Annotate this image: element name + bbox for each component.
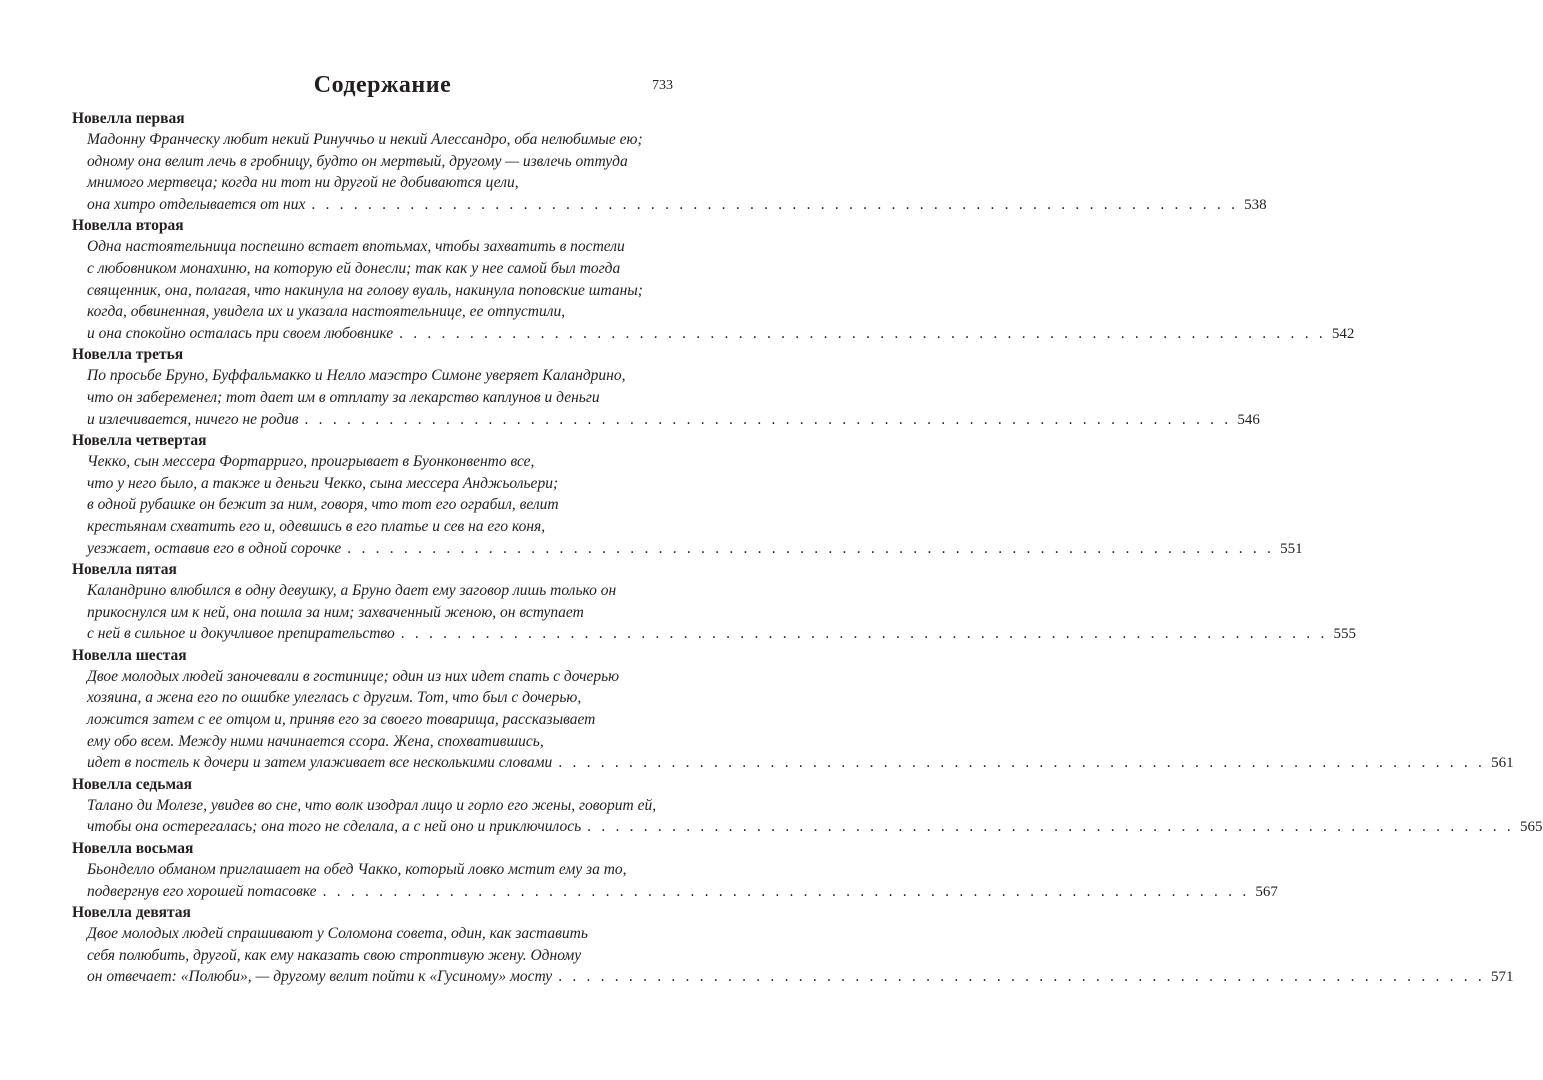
page-reference[interactable]: 555	[1333, 626, 1357, 643]
summary-line: По просьбе Бруно, Буффальмакко и Нелло маэстро Симоне уверяет Каландрино,	[87, 367, 626, 385]
page-title: Содержание	[313, 72, 452, 98]
toc-entry[interactable]	[72, 108, 1267, 215]
novella-summary	[72, 580, 1357, 645]
novella-summary	[72, 365, 1260, 430]
summary-line: одному она велит лечь в гробницу, будто он мертвый, другому — извлечь оттуда	[87, 152, 628, 170]
toc-entry[interactable]	[72, 430, 1303, 559]
dot-leader: . . . . . . . . . . . . . . . . . . . . . . . . . . . . . . . . . . . . . . . . . . . . . . . . . . . . . . . . . . . . . . . . . .	[399, 324, 1326, 342]
novella-title: Новелла вторая	[72, 217, 184, 235]
toc-entry[interactable]	[72, 215, 1355, 344]
summary-line: Мадонну Франческу любит некий Ринуччьо и некий Алессандро, оба нелюбимые ею;	[87, 131, 643, 148]
summary-line: что у него было, а также и деньги Чекко, сына мессера Анджьольери;	[87, 474, 559, 492]
summary-line: священник, она, полагая, что накинула на голову вуаль, накинула поповские штаны;	[87, 281, 643, 299]
summary-line: она хитро отделывается от них	[87, 195, 306, 213]
novella-summary	[72, 859, 1278, 902]
summary-line: мнимого мертвеца; когда ни тот ни другой не добиваются цели,	[87, 174, 519, 192]
summary-line: Талано ди Молезе, увидев во сне, что волк изодрал лицо и горло его жены, говорит ей,	[87, 796, 657, 814]
toc-entry[interactable]	[72, 774, 1543, 838]
page-reference[interactable]: 565	[1520, 819, 1543, 836]
page-number: 733	[652, 78, 673, 93]
novella-title: Новелла девятая	[72, 904, 191, 922]
novella-title: Новелла четвертая	[72, 432, 207, 450]
novella-title: Новелла шестая	[72, 646, 187, 664]
summary-last-line	[87, 752, 1514, 774]
summary-last-line	[87, 409, 1260, 431]
summary-last-line	[87, 323, 1355, 345]
summary-line: Двое молодых людей спрашивают у Соломона совета, один, как заставить	[87, 925, 588, 943]
summary-line: он отвечает: «Полюби», — другому велит пойти к «Гусиному» мосту	[87, 968, 553, 986]
novella-summary	[72, 236, 1355, 344]
dot-leader: . . . . . . . . . . . . . . . . . . . . . . . . . . . . . . . . . . . . . . . . . . . . . . . . . . . . . . . . . . . . . . . . . .	[587, 818, 1514, 836]
summary-line: ему обо всем. Между ними начинается ссора. Жена, спохватившись,	[87, 732, 544, 750]
novella-summary	[72, 129, 1267, 215]
summary-last-line	[87, 194, 1267, 216]
toc-entry[interactable]	[72, 559, 1357, 645]
page-reference[interactable]: 561	[1491, 755, 1514, 772]
summary-last-line	[87, 623, 1357, 645]
summary-line: что он забеременел; тот дает им в отплату за лекарство каплунов и деньги	[87, 388, 600, 406]
page-reference[interactable]: 546	[1237, 411, 1260, 428]
summary-line: когда, обвиненная, увидела их и указала настоятельнице, ее отпустили,	[87, 303, 566, 321]
summary-last-line	[87, 966, 1514, 988]
summary-line: с ней в сильное и докучливое препирательство	[87, 625, 395, 643]
summary-line: крестьянам схватить его и, одевшись в его платье и сев на его коня,	[87, 517, 546, 535]
summary-line: в одной рубашке он бежит за ним, говоря, что тот его ограбил, велит	[87, 496, 559, 514]
dot-leader: . . . . . . . . . . . . . . . . . . . . . . . . . . . . . . . . . . . . . . . . . . . . . . . . . . . . . . . . . . . . . . . . . .	[558, 754, 1486, 772]
summary-line: себя полюбить, другой, как ему наказать свою строптивую жену. Одному	[87, 946, 582, 964]
novella-title: Новелла третья	[72, 346, 184, 364]
dot-leader: . . . . . . . . . . . . . . . . . . . . . . . . . . . . . . . . . . . . . . . . . . . . . . . . . . . . . . . . . . . . . . . . . .	[347, 539, 1275, 557]
summary-line: хозяина, а жена его по ошибке улеглась с другим. Тот, что был с дочерью,	[87, 689, 582, 707]
novella-title: Новелла пятая	[72, 561, 177, 579]
dot-leader: . . . . . . . . . . . . . . . . . . . . . . . . . . . . . . . . . . . . . . . . . . . . . . . . . . . . . . . . . . . . . . . . . .	[311, 195, 1239, 213]
page-reference[interactable]: 571	[1491, 969, 1514, 986]
summary-line: Бьонделло обманом приглашает на обед Чакко, который ловко мстит ему за то,	[87, 861, 627, 879]
dot-leader: . . . . . . . . . . . . . . . . . . . . . . . . . . . . . . . . . . . . . . . . . . . . . . . . . . . . . . . . . . . . . . . . . .	[400, 625, 1328, 643]
novella-summary	[72, 795, 1543, 838]
page-reference[interactable]: 538	[1244, 196, 1267, 213]
novella-title: Новелла первая	[72, 110, 185, 127]
summary-line: с любовником монахиню, на которую ей донесли; так как у нее самой был тогда	[87, 259, 621, 277]
summary-line: прикоснулся им к ней, она пошла за ним; захваченный женою, он вступает	[87, 603, 584, 621]
page-reference[interactable]: 542	[1331, 325, 1355, 342]
page-header	[0, 68, 765, 108]
summary-last-line	[87, 816, 1543, 838]
page-reference[interactable]: 567	[1255, 883, 1278, 900]
summary-line: Каландрино влюбился в одну девушку, а Бруно дает ему заговор лишь только он	[87, 582, 617, 600]
dot-leader: . . . . . . . . . . . . . . . . . . . . . . . . . . . . . . . . . . . . . . . . . . . . . . . . . . . . . . . . . . . . . . . . . .	[322, 882, 1250, 900]
dot-leader: . . . . . . . . . . . . . . . . . . . . . . . . . . . . . . . . . . . . . . . . . . . . . . . . . . . . . . . . . . . . . . . . . .	[558, 968, 1486, 986]
summary-line: Одна настоятельница поспешно встает впотьмах, чтобы захватить в постели	[87, 238, 625, 256]
novella-summary	[72, 923, 1514, 988]
summary-line: Двое молодых людей заночевали в гостинице; один из них идет спать с дочерью	[87, 667, 620, 685]
toc-entry[interactable]	[72, 645, 1514, 774]
novella-title: Новелла восьмая	[72, 840, 194, 858]
novella-summary	[72, 666, 1514, 774]
toc-entry[interactable]	[72, 902, 1514, 988]
summary-line: подвергнув его хорошей потасовке	[87, 882, 317, 900]
table-of-contents	[72, 108, 1543, 988]
summary-line: и излечивается, ничего не родив	[87, 410, 299, 428]
summary-line: уезжает, оставив его в одной сорочке	[87, 539, 342, 557]
toc-entry[interactable]	[72, 344, 1260, 430]
summary-line: чтобы она остерегалась; она того не сделала, а с ней оно и приключилось	[87, 818, 582, 836]
page-reference[interactable]: 551	[1280, 540, 1303, 557]
novella-summary	[72, 451, 1303, 559]
summary-last-line	[87, 881, 1278, 903]
summary-line: и она спокойно осталась при своем любовнике	[87, 324, 394, 342]
summary-last-line	[87, 538, 1303, 560]
summary-line: ложится затем с ее отцом и, приняв его за своего товарища, рассказывает	[87, 711, 596, 729]
dot-leader: . . . . . . . . . . . . . . . . . . . . . . . . . . . . . . . . . . . . . . . . . . . . . . . . . . . . . . . . . . . . . . . . . .	[304, 410, 1232, 428]
summary-line: идет в постель к дочери и затем улаживает все несколькими словами	[87, 754, 553, 772]
novella-title: Новелла седьмая	[72, 775, 193, 793]
summary-line: Чекко, сын мессера Фортарриго, проигрывает в Буонконвенто все,	[87, 453, 535, 471]
toc-entry[interactable]	[72, 838, 1278, 902]
